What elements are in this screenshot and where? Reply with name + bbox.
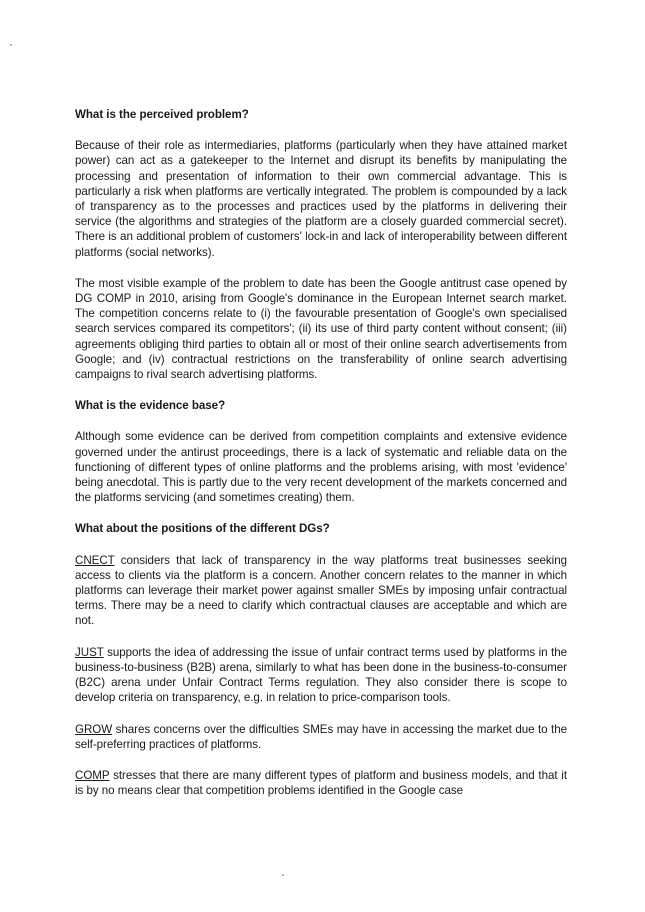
dg-name-just: JUST (75, 645, 104, 659)
heading-perceived-problem: What is the perceived problem? (75, 108, 249, 121)
dg-name-grow: GROW (75, 722, 113, 736)
dg-name-cnect: CNECT (75, 553, 115, 567)
heading-evidence-base: What is the evidence base? (75, 399, 226, 413)
scan-speck (282, 874, 284, 876)
paragraph-comp-position (75, 768, 567, 798)
cnect-position-text: considers that lack of transparency in the way platforms treat businesses seeking access to clients via the platform is a concern. Another concern relates to the manner in which platforms can leverage their market power against smaller SMEs by imposing unfair contractual terms. There may be a need to clarify which contractual clauses are acceptable and which are not. (75, 553, 567, 628)
paragraph-just-position (75, 645, 567, 706)
paragraph-grow-position (75, 722, 567, 752)
paragraph-problem-intro: Because of their role as intermediaries, platforms (particularly when they have attained market power) can act as a gatekeeper to the Internet and disrupt its benefits by manipulating the processing and presentation of information to their own commercial advantage. This is particularly a risk when platforms are vertically integrated. The problem is compounded by a lack of transparency as to the processes and practices used by the platforms in delivering their service (the algorithms and strategies of the platform are a closely guarded commercial secret). There is an additional problem of customers' lock-in and lack of interoperability between different platforms (social networks). (75, 139, 567, 259)
just-position-text: supports the idea of addressing the issue of unfair contract terms used by platforms in the business-to-business (B2B) arena, similarly to what has been done in the business-to-consumer (B2C) arena under Unfair Contract Terms regulation. They also consider there is scope to develop criteria on transparency, e.g. in relation to price-comparison tools. (75, 645, 567, 705)
paragraph-cnect-position (75, 553, 567, 629)
scan-speck (10, 44, 12, 46)
paragraph-google-case: The most visible example of the problem to date has been the Google antitrust case opened by DG COMP in 2010, arising from Google's dominance in the European Internet search market. The competition concerns relate to (i) the favourable presentation of Google's own specialised search services compared its competitors'; (ii) its use of third party content without consent; (iii) agreements obliging third parties to obtain all or most of their online search advertisements from Google; and (iv) contractual restrictions on the transferability of online search advertising campaigns to rival search advertising platforms. (75, 276, 567, 382)
grow-position-text: shares concerns over the difficulties SMEs may have in accessing the market due to the self-preferring practices of platforms. (75, 722, 567, 751)
document-page (75, 107, 567, 814)
paragraph-evidence: Although some evidence can be derived from competition complaints and extensive evidence governed under the antirust proceedings, there is a lack of systematic and reliable data on the functioning of different types of online platforms and the problems arising, with most 'evidence' being anecdotal. This is partly due to the very recent development of the markets concerned and the platforms servicing (and sometimes creating) them. (75, 430, 567, 505)
dg-name-comp: COMP (75, 768, 110, 782)
heading-dg-positions: What about the positions of the different DGs? (75, 522, 330, 536)
comp-position-text: stresses that there are many different types of platform and business models, and that it is by no means clear that competition problems identified in the Google case (75, 768, 567, 798)
